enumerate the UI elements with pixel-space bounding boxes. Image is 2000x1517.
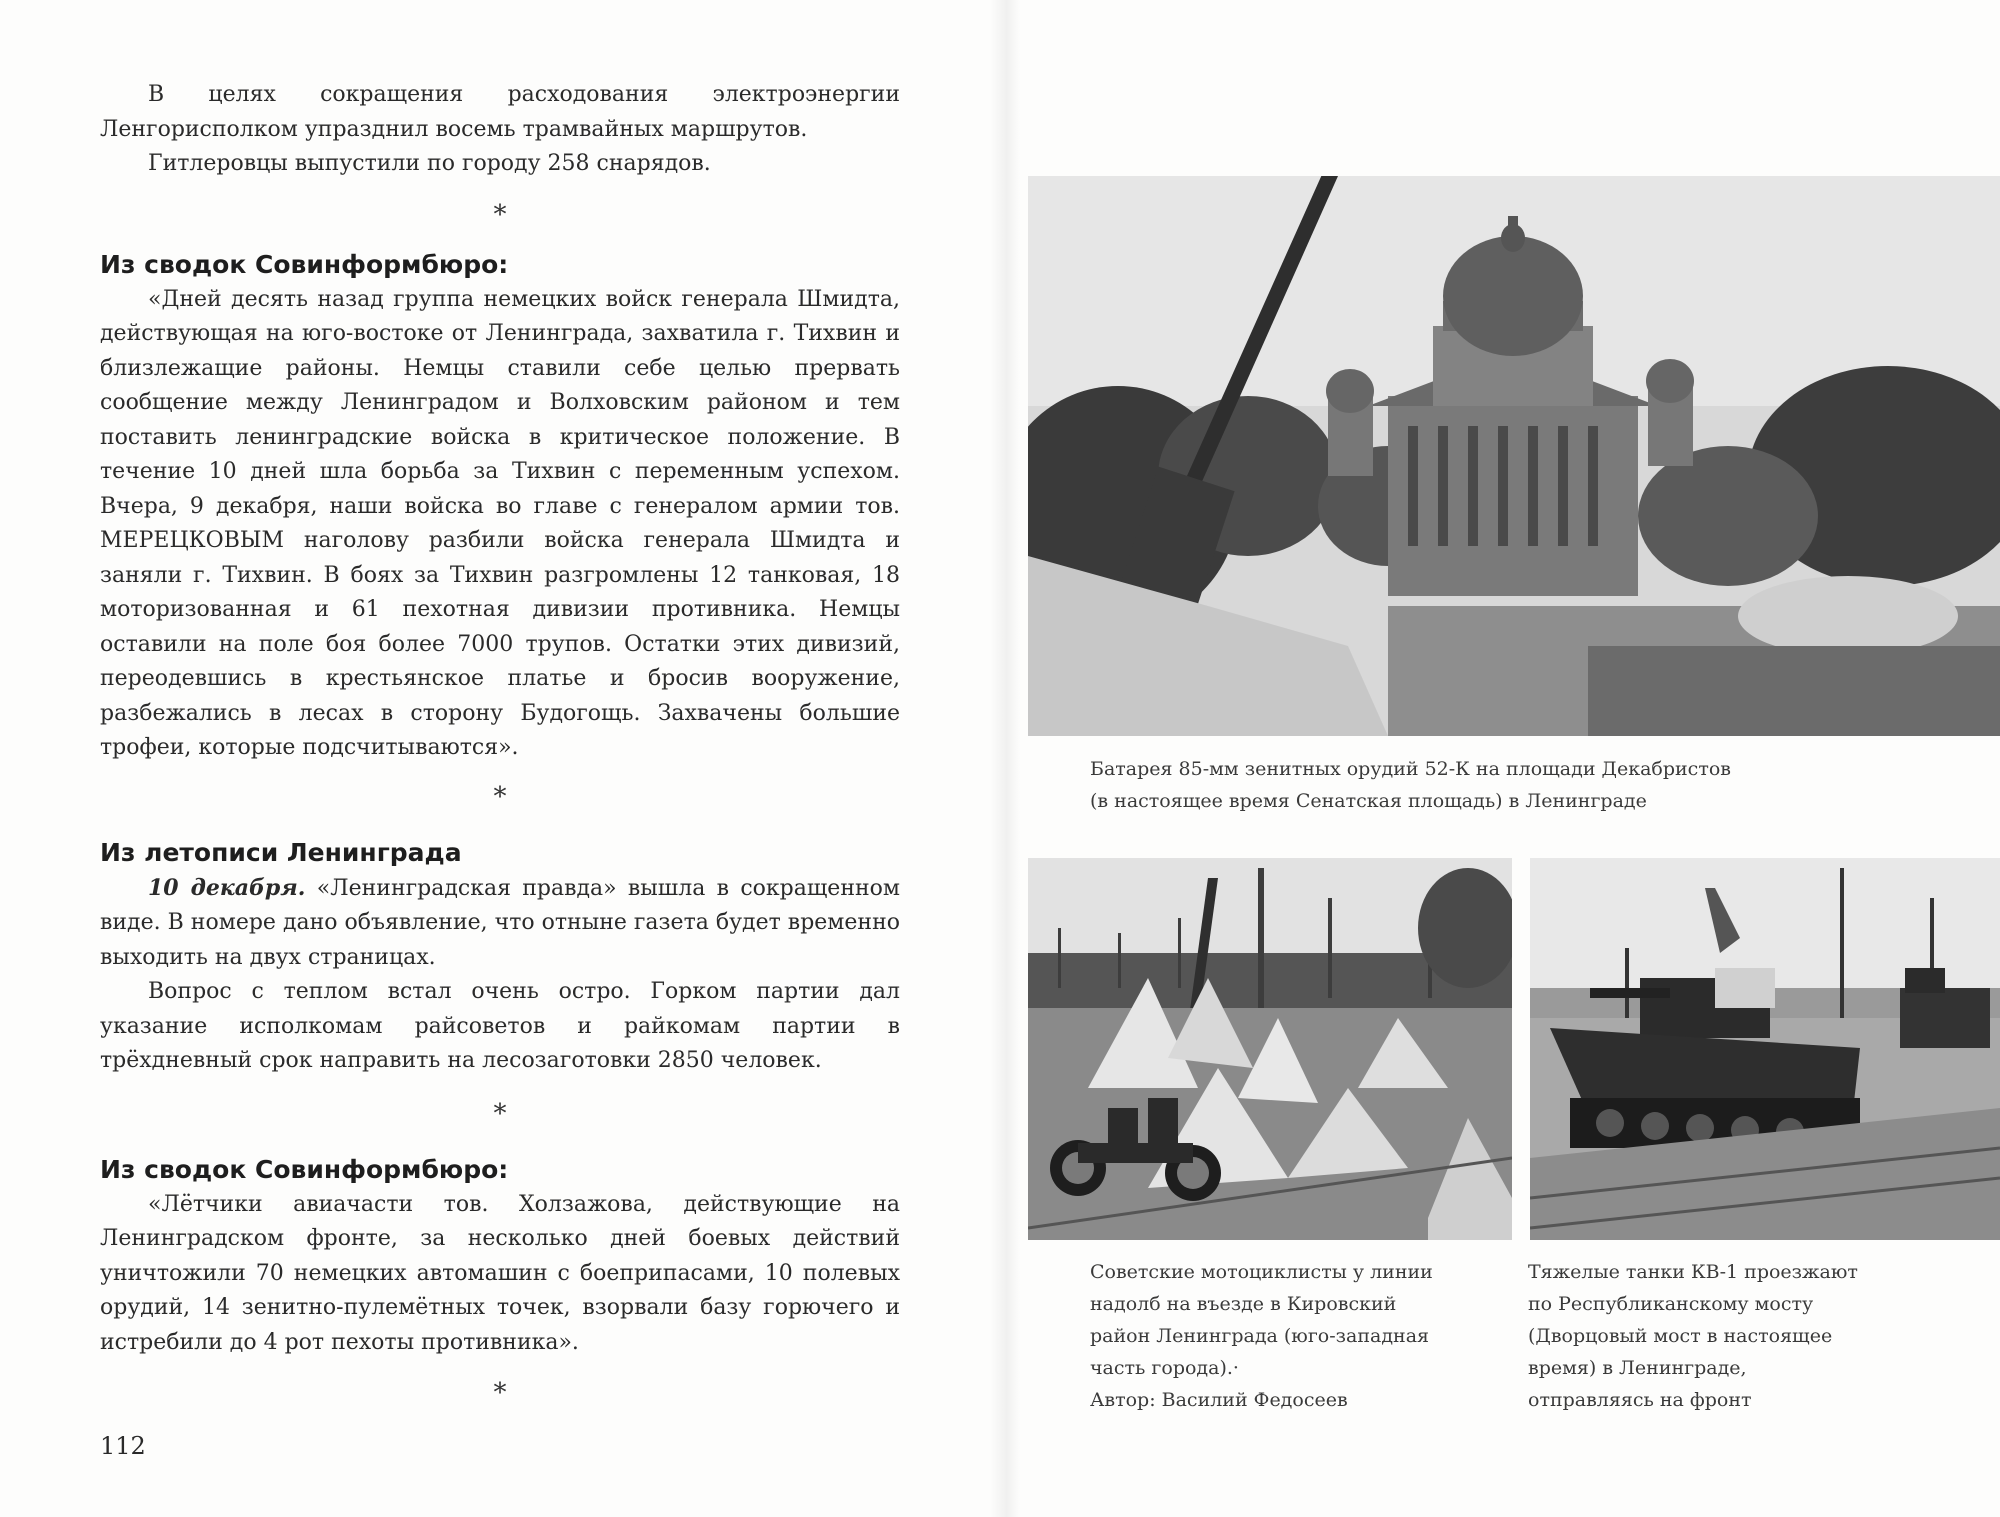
caption-line: часть города).· xyxy=(1090,1357,1239,1379)
caption-line: район Ленинграда (юго-западная xyxy=(1090,1325,1430,1347)
separator-asterisk: * xyxy=(493,1098,507,1129)
chronicle-paragraph-1 xyxy=(100,871,900,976)
caption-line: по Республиканскому мосту xyxy=(1528,1293,1814,1315)
left-page-text xyxy=(100,78,900,1410)
photo-kv1-tanks-on-bridge xyxy=(1530,858,2000,1240)
sovinformburo-report-1: «Дней десять назад группа немецких войск генерала Шмидта, действующая на юго-востоке от Ленинграда, захватила г. Тихвин и близлежащие районы. Немцы ставили себе целью прервать сообщение между Ленинградом и Волховским районом и тем поставить ленинградские войска в критическое положение. В течение 10 дней шла борьба за Тихвин с переменным успехом. Вчера, 9 декабря, наши войска во главе с генералом армии тов. МЕРЕЦКОВЫМ наголову разбили войска генерала Шмидта и заняли г. Тихвин. В боях за Тихвин разгромлены 12 танковая, 18 моторизованная и 61 пехотная дивизии противника. Немцы оставили на поле боя более 7000 трупов. Остатки этих дивизий, переодевшись в крестьянское платье и бросив вооружение, разбежались в лесах в сторону Будогощь. Захвачены большие трофеи, которые подсчитываются». xyxy=(100,286,900,760)
book-gutter xyxy=(990,0,1020,1517)
caption-photo-tanks xyxy=(1528,1256,1858,1416)
photo-isaac-cathedral-aa-battery xyxy=(1028,176,2000,736)
intro-paragraph-2: Гитлеровцы выпустили по городу 258 снарядов. xyxy=(148,151,711,176)
caption-line: надолб на въезде в Кировский xyxy=(1090,1293,1397,1315)
photo-motorcyclists-anti-tank-obstacles xyxy=(1028,858,1512,1240)
chronicle-date: 10 декабря. xyxy=(148,874,306,901)
caption-line: (в настоящее время Сенатская площадь) в Ленинграде xyxy=(1090,790,1647,812)
caption-line: Батарея 85-мм зенитных орудий 52-К на площади Декабристов xyxy=(1090,758,1731,780)
caption-line: отправляясь на фронт xyxy=(1528,1389,1752,1411)
separator-asterisk: * xyxy=(493,1378,507,1408)
page-number: 112 xyxy=(100,1432,146,1460)
chronicle-text-1: «Ленинградская правда» вышла в сокращенном виде. В номере дано объявление, что отныне газета будет временно выходить на двух страницах. xyxy=(100,875,901,970)
separator-asterisk: * xyxy=(493,199,507,230)
caption-line: Советские мотоциклисты у линии xyxy=(1090,1261,1433,1283)
caption-line: (Дворцовый мост в настоящее xyxy=(1528,1325,1833,1347)
section-heading-sovinformburo-2: Из сводок Совинформбюро: xyxy=(100,1154,509,1184)
chronicle-paragraph-2: Вопрос с теплом встал очень остро. Горком партии дал указание исполкомам райсоветов и райкомам партии в трёхдневный срок направить на лесозаготовки 2850 человек. xyxy=(100,979,900,1073)
caption-photo-motorcyclists xyxy=(1090,1256,1433,1416)
separator-asterisk: * xyxy=(493,781,507,812)
caption-line: Автор: Василий Федосеев xyxy=(1090,1389,1348,1411)
caption-line: время) в Ленинграде, xyxy=(1528,1357,1747,1379)
section-heading-sovinformburo-1: Из сводок Совинформбюро: xyxy=(100,249,509,279)
intro-paragraph-1: В целях сокращения расходования электроэнергии Ленгорисполком упразднил восемь трамвайных маршрутов. xyxy=(100,82,900,142)
sovinformburo-report-2: «Лётчики авиачасти тов. Холзажова, действующие на Ленинградском фронте, за несколько дней боевых действий уничтожили 70 немецких автомашин с боеприпасами, 10 полевых орудий, 14 зенитно-пулемётных точек, взорвали базу горючего и истребили до 4 рот пехоты противника». xyxy=(100,1191,900,1355)
section-heading-chronicle: Из летописи Ленинграда xyxy=(100,837,462,867)
caption-photo-aa-battery xyxy=(1090,753,1731,817)
caption-line: Тяжелые танки КВ-1 проезжают xyxy=(1528,1261,1858,1283)
